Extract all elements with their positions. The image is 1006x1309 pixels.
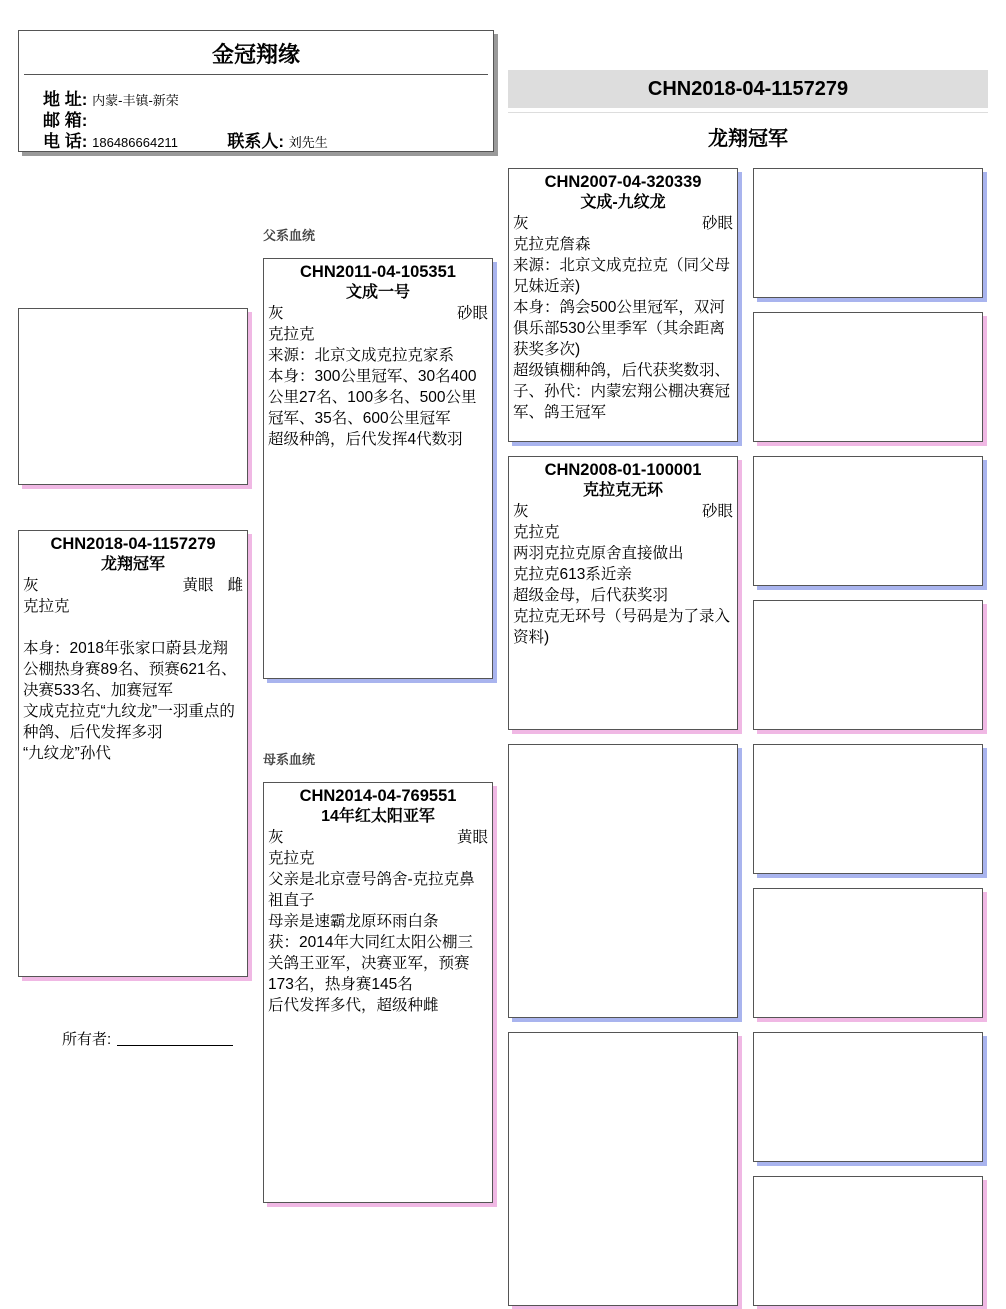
subject-color: 灰 (23, 577, 39, 594)
header-divider (24, 74, 488, 75)
dam-eye: 黄眼 (456, 829, 488, 846)
dam-card (263, 782, 493, 1203)
sire-note: 来源：北京文成克拉克家系 (268, 347, 455, 364)
phone-label: 电 话: (43, 132, 88, 151)
pigeon-photo-frame (18, 308, 248, 485)
dam-strain: 克拉克 (268, 850, 315, 867)
contact-label: 联系人: (227, 132, 285, 151)
sire-dam-note: 超级金母，后代获奖羽 (513, 587, 669, 604)
dam-traits-row (268, 827, 488, 848)
sire-eye: 砂眼 (456, 305, 488, 322)
great-grandparent-card-1 (753, 168, 983, 298)
subject-ring: CHN2018-04-1157279 (50, 535, 216, 553)
great-grandparent-card-3 (753, 456, 983, 586)
sire-sire-color: 灰 (513, 215, 529, 232)
dam-dam-card (508, 1032, 738, 1306)
sire-sire-name: 文成-九纹龙 (580, 194, 666, 211)
dam-note: 父亲是北京壹号鸽舍-克拉克鼻祖直子 (268, 871, 475, 909)
subject-strain: 克拉克 (23, 598, 70, 615)
address-label: 地 址: (43, 90, 88, 109)
sire-card (263, 258, 493, 679)
sire-dam-eye: 砂眼 (701, 503, 733, 520)
sire-dam-card (508, 456, 738, 730)
owner-label: 所有者: (62, 1031, 112, 1048)
subject-traits-row (23, 575, 243, 596)
great-grandparent-card-5 (753, 744, 983, 874)
dam-ring: CHN2014-04-769551 (299, 787, 457, 805)
sire-sire-note: 子、孙代：内蒙宏翔公棚决赛冠军、鸽王冠军 (513, 383, 731, 421)
sire-note: 本身：300公里冠军、30名400公里27名、100多名、500公里冠军、35名、600公里冠军 (268, 368, 477, 427)
subject-name-title: 龙翔冠军 (708, 128, 788, 150)
subject-sex: 雌 (227, 577, 243, 594)
sire-dam-ring: CHN2008-01-100001 (544, 461, 702, 479)
sire-sire-note: 本身：鸽会500公里冠军，双河俱乐部530公里季军（其余距离获奖多次) (513, 299, 725, 358)
email-label: 邮 箱: (43, 111, 88, 130)
subject-note: 文成克拉克“九纹龙”一羽重点的种鸽、后代发挥多羽 (23, 703, 235, 741)
dam-note: 母亲是速霸龙原环雨白条 (268, 913, 439, 930)
sire-dam-note: 克拉克无环号（号码是为了录入资料) (513, 608, 731, 646)
sire-dam-name: 克拉克无环 (582, 482, 663, 499)
great-grandparent-card-6 (753, 888, 983, 1018)
dam-color: 灰 (268, 829, 284, 846)
sire-sire-strain: 克拉克詹森 (513, 236, 591, 253)
sire-color: 灰 (268, 305, 284, 322)
owner-field (62, 1028, 233, 1049)
sire-note: 超级种鸽，后代发挥4代数羽 (268, 431, 463, 448)
subject-ring-banner: CHN2018-04-1157279 (508, 70, 988, 108)
great-grandparent-card-2 (753, 312, 983, 442)
sire-line-label: 父系血统 (263, 228, 316, 243)
sire-sire-note: 超级镇棚种鸽，后代获奖数羽、 (513, 362, 731, 379)
sire-sire-eye: 砂眼 (701, 215, 733, 232)
great-grandparent-card-8 (753, 1176, 983, 1306)
sire-sire-card (508, 168, 738, 442)
subject-note: 本身：2018年张家口蔚县龙翔公棚热身赛89名、预赛621名、决赛533名、加赛冠军 (23, 640, 237, 699)
sire-dam-strain: 克拉克 (513, 524, 560, 541)
sire-sire-ring: CHN2007-04-320339 (544, 173, 702, 191)
sire-traits-row (268, 303, 488, 324)
sire-sire-traits-row (513, 213, 733, 234)
dam-sire-card (508, 744, 738, 1018)
subject-card (18, 530, 248, 977)
loft-header-card (18, 30, 494, 152)
sire-ring: CHN2011-04-105351 (300, 263, 456, 281)
great-grandparent-card-7 (753, 1032, 983, 1162)
dam-note: 获：2014年大同红太阳公棚三关鸽王亚军，决赛亚军，预赛173名，热身赛145名 (268, 934, 473, 993)
great-grandparent-card-4 (753, 600, 983, 730)
sire-sire-note: 来源：北京文成克拉克（同父母兄妹近亲) (513, 257, 731, 295)
contact-value: 刘先生 (288, 135, 328, 150)
subject-name: 龙翔冠军 (100, 556, 165, 573)
sire-dam-note: 两羽克拉克原舍直接做出 (513, 545, 684, 562)
phone-value: 186486664211 (92, 135, 178, 150)
sire-dam-traits-row (513, 501, 733, 522)
subject-note: “九纹龙”孙代 (23, 745, 111, 762)
address-value: 内蒙-丰镇-新荣 (92, 93, 179, 108)
sire-strain: 克拉克 (268, 326, 315, 343)
sire-dam-note: 克拉克613系近亲 (513, 566, 632, 583)
subject-eye: 黄眼 (182, 577, 214, 594)
sire-name: 文成一号 (345, 284, 410, 301)
dam-note: 后代发挥多代，超级种雌 (268, 997, 439, 1014)
phone-row (43, 127, 328, 152)
owner-signature-line (117, 1031, 233, 1046)
dam-line-label: 母系血统 (263, 752, 316, 767)
dam-name: 14年红太阳亚军 (321, 808, 435, 825)
loft-name: 金冠翔缘 (211, 42, 300, 67)
banner-underline (508, 112, 988, 113)
sire-dam-color: 灰 (513, 503, 529, 520)
